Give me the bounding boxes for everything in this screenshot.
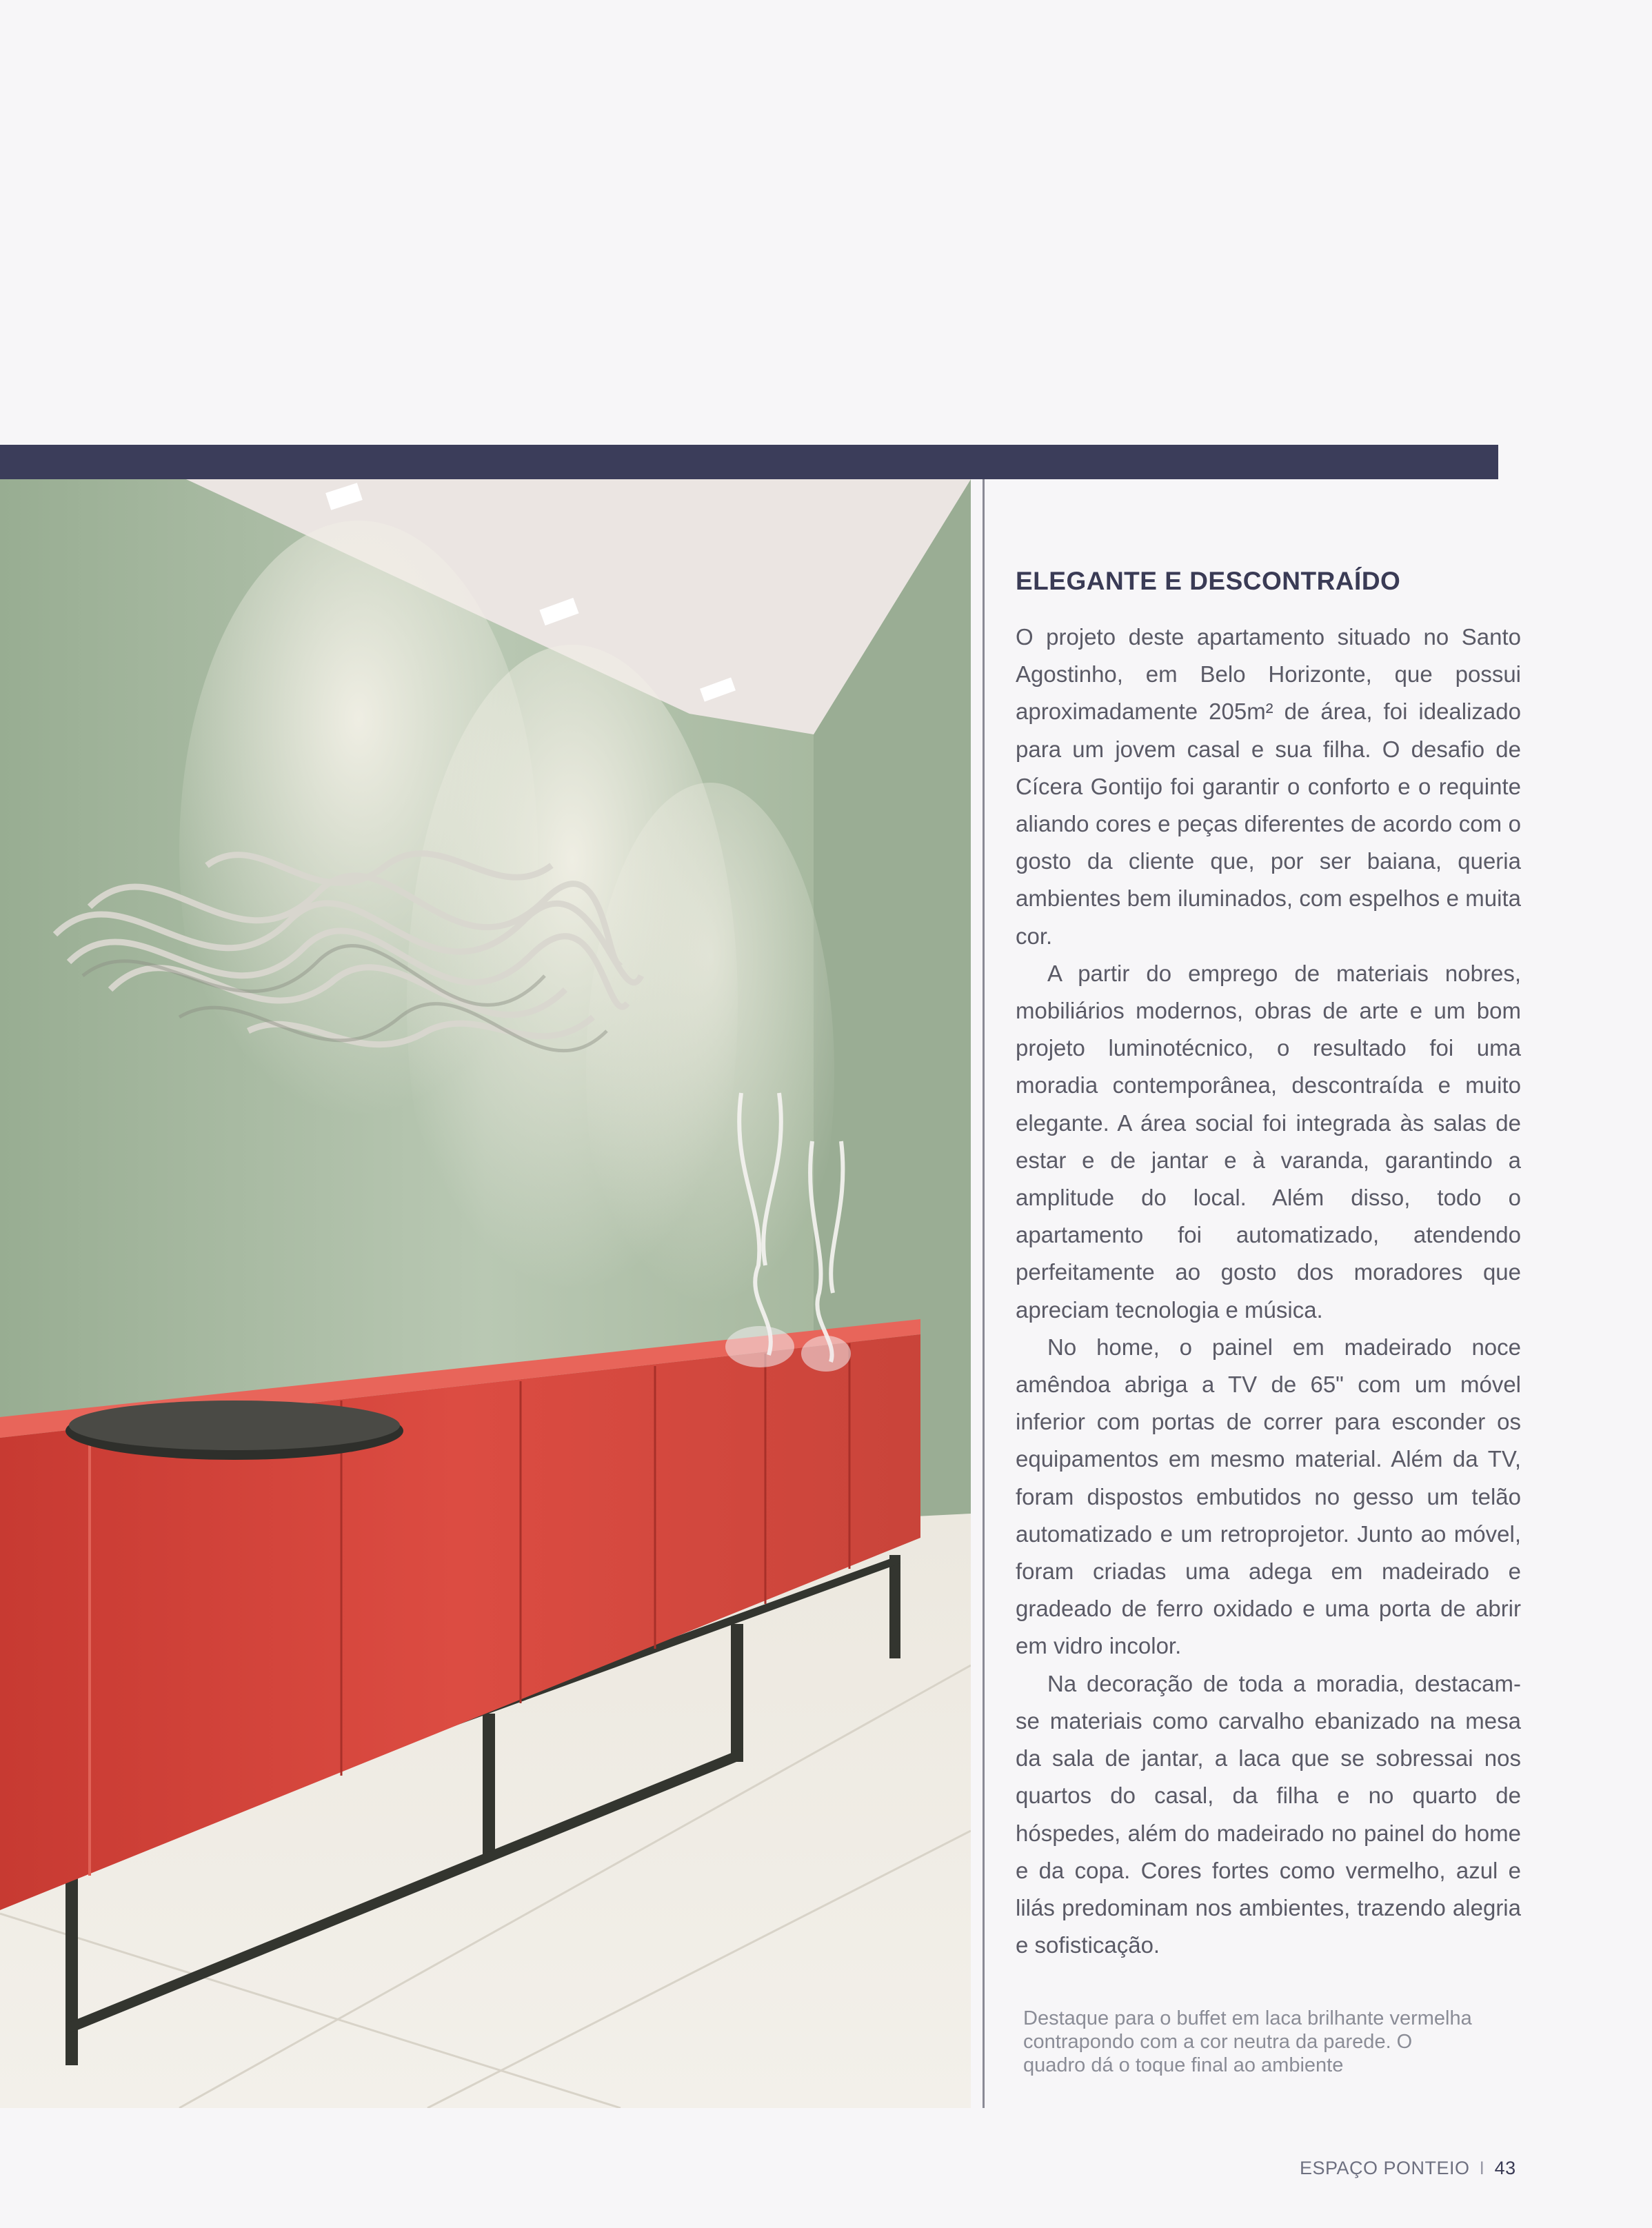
paragraph-4: Na decoração de toda a moradia, destacam-se materiais como carvalho ebanizado na mesa da sala de jantar, a laca que se sobressai nos quartos do casal, da filha e no quarto de hóspedes, além do madeirado no painel do home e da copa. Cores fortes como vermelho, azul e lilás predominam nos ambientes, trazendo alegria e sofisticação. — [1016, 1670, 1521, 1958]
header-color-bar — [0, 445, 1498, 479]
photo-caption: Destaque para o buffet em laca brilhante vermelha contrapondo com a cor neutra da parede. O quadro dá o toque final ao ambiente — [1023, 2007, 1472, 2076]
paragraph-2: A partir do emprego de materiais nobres, mobiliários modernos, obras de arte e um bom projeto luminotécnico, o resultado foi uma moradia contemporânea, descontraída e muito elegante. A área social foi integrada às salas de estar e de jantar e à varanda, garantindo a amplitude do local. Além disso, todo o apartamento foi automatizado, atendendo perfeitamente ao gosto dos moradores que apreciam tecnologia e música. — [1016, 960, 1521, 1323]
publication-name: ESPAÇO PONTEIO — [1300, 2158, 1470, 2178]
interior-photo — [0, 479, 971, 2108]
page-number: 43 — [1494, 2158, 1516, 2178]
article-heading: ELEGANTE E DESCONTRAÍDO — [1016, 567, 1401, 595]
page-footer — [1300, 2158, 1516, 2179]
article-body — [1016, 619, 1521, 1964]
footer-separator: I — [1479, 2158, 1485, 2178]
column-divider — [983, 479, 985, 2108]
buffet-photo-illustration — [0, 479, 971, 2108]
paragraph-3: No home, o painel em madeirado noce amêndoa abriga a TV de 65" com um móvel inferior com portas de correr para esconder os equipamentos em mesmo material. Além da TV, foram dispostos embutidos no gesso um telão automatizado e um retroprojetor. Junto ao móvel, foram criadas uma adega em madeirado e gradeado de ferro oxidado e uma porta de abrir em vidro incolor. — [1016, 1334, 1521, 1659]
paragraph-1: O projeto deste apartamento situado no Santo Agostinho, em Belo Horizonte, que possui aproximadamente 205m² de área, foi idealizado para um jovem casal e sua filha. O desafio de Cícera Gontijo foi garantir o conforto e o requinte aliando cores e peças diferentes de acordo com o gosto da cliente que, por ser baiana, queria ambientes bem iluminados, com espelhos e muita cor. — [1016, 624, 1521, 949]
